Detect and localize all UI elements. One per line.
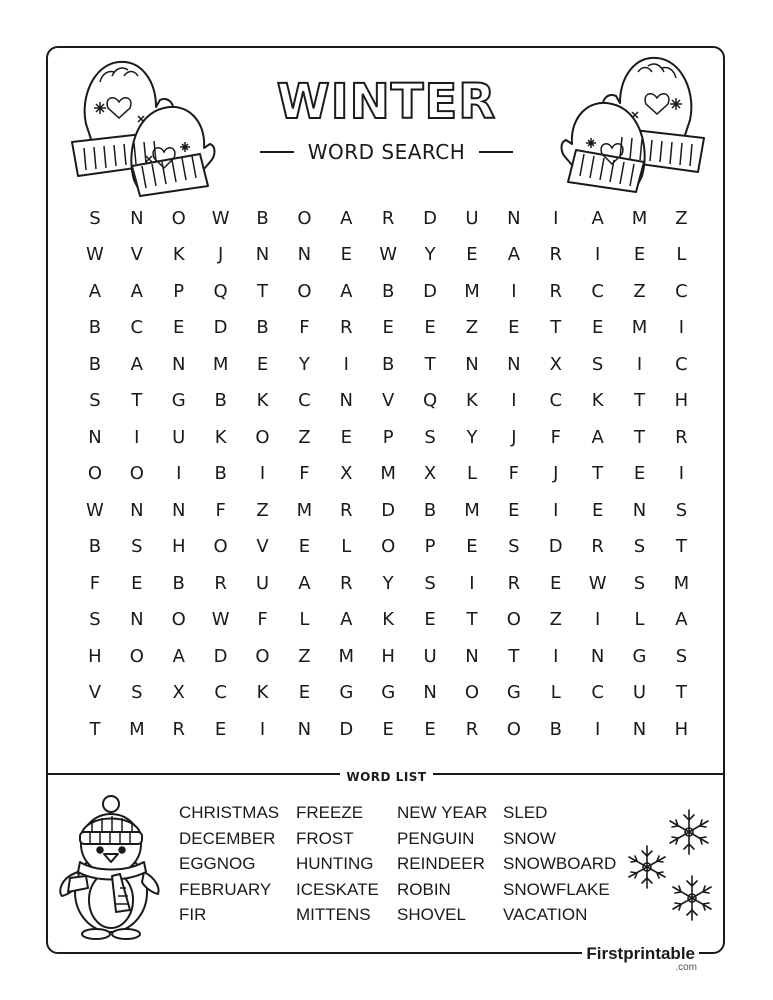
grid-letter: L <box>550 682 561 704</box>
grid-letter: E <box>340 244 352 266</box>
grid-letter: S <box>424 426 436 448</box>
word-list-item: SHOVEL <box>397 905 466 924</box>
grid-letter: N <box>255 244 270 266</box>
grid-letter: A <box>298 572 311 594</box>
grid-letter: Q <box>213 280 228 302</box>
grid-row <box>74 529 702 566</box>
grid-letter: R <box>549 244 562 266</box>
grid-letter: O <box>171 207 186 229</box>
grid-row <box>74 675 702 712</box>
grid-letter: I <box>553 645 559 667</box>
grid-letter: B <box>256 317 269 339</box>
word-list-item: VACATION <box>503 905 588 924</box>
grid-letter: O <box>87 463 103 485</box>
grid-letter: O <box>129 463 144 485</box>
grid-letter: T <box>634 390 646 412</box>
subtitle-rule-right <box>479 151 513 153</box>
grid-letter: D <box>213 317 228 339</box>
grid-letter: M <box>464 280 480 302</box>
grid-letter: N <box>423 682 437 704</box>
grid-letter: Q <box>422 390 438 412</box>
grid-letter: E <box>256 353 269 375</box>
grid-letter: C <box>130 317 144 339</box>
grid-letter: S <box>131 536 143 558</box>
grid-letter: O <box>381 536 396 558</box>
word-list-item: NEW YEAR <box>397 803 488 822</box>
word-list-label-wrap <box>0 766 773 785</box>
grid-letter: E <box>550 572 562 594</box>
grid-letter: N <box>171 353 186 375</box>
grid-letter: H <box>674 390 689 412</box>
grid-letter: I <box>636 353 643 375</box>
grid-letter: S <box>633 572 646 594</box>
grid-letter: A <box>340 609 353 631</box>
grid-letter: N <box>465 353 479 375</box>
brand-logo: Firstprintable <box>582 944 699 964</box>
grid-letter: S <box>508 536 520 558</box>
snowflake-icon <box>624 842 670 892</box>
grid-letter: D <box>548 536 563 558</box>
grid-letter: A <box>340 280 353 302</box>
grid-letter: E <box>424 718 436 740</box>
grid-letter: N <box>339 390 354 412</box>
grid-row <box>74 456 702 493</box>
grid-letter: V <box>256 536 269 558</box>
word-list-item: MITTENS <box>296 905 371 924</box>
grid-letter: K <box>382 609 395 631</box>
grid-letter: I <box>134 426 140 448</box>
grid-letter: R <box>675 426 688 448</box>
grid-letter: I <box>553 207 559 229</box>
grid-letter: H <box>674 718 689 740</box>
grid-letter: O <box>213 536 228 558</box>
grid-letter: E <box>214 718 227 740</box>
grid-letter: D <box>423 207 437 229</box>
grid-letter: I <box>176 463 182 485</box>
grid-letter: M <box>464 499 480 521</box>
grid-letter: F <box>257 609 268 631</box>
grid-letter: B <box>214 463 227 485</box>
grid-letter: B <box>549 718 562 740</box>
grid-letter: P <box>382 426 394 448</box>
grid-letter: B <box>214 390 227 412</box>
grid-letter: W <box>211 609 230 631</box>
grid-letter: T <box>89 718 101 740</box>
word-list-item: HUNTING <box>296 854 374 873</box>
grid-letter: T <box>466 609 478 631</box>
grid-letter: E <box>508 317 520 339</box>
grid-letter: U <box>172 426 186 448</box>
grid-letter: M <box>212 353 229 375</box>
grid-letter: A <box>591 207 604 229</box>
grid-letter: B <box>88 317 102 339</box>
subtitle-rule-left <box>260 151 294 153</box>
grid-letter: Z <box>465 317 479 339</box>
grid-letter: K <box>172 244 185 266</box>
word-list-item: FIR <box>179 905 207 924</box>
word-list-item: FEBRUARY <box>179 879 272 899</box>
grid-letter: X <box>340 463 353 485</box>
grid-letter: T <box>675 682 687 704</box>
grid-letter: M <box>129 718 145 740</box>
grid-letter: L <box>676 244 687 266</box>
grid-letter: G <box>506 682 521 704</box>
grid-letter: R <box>549 280 562 302</box>
grid-letter: F <box>550 426 561 448</box>
grid-letter: U <box>255 572 270 594</box>
grid-letter: T <box>257 280 268 302</box>
grid-letter: C <box>214 682 227 704</box>
grid-letter: R <box>465 718 479 740</box>
grid-letter: E <box>382 718 394 740</box>
grid-letter: I <box>678 317 685 339</box>
grid-letter: Y <box>298 353 310 375</box>
grid-letter: B <box>382 280 395 302</box>
subtitle-row <box>0 140 773 164</box>
grid-letter: I <box>469 572 475 594</box>
grid-letter: W <box>588 572 607 594</box>
grid-letter: N <box>130 499 144 521</box>
grid-letter: I <box>553 499 559 521</box>
grid-letter: I <box>594 609 601 631</box>
grid-letter: J <box>217 244 224 266</box>
brand-domain: .com <box>675 962 697 973</box>
grid-letter: L <box>634 609 645 631</box>
grid-letter: T <box>675 536 687 558</box>
grid-letter: D <box>381 499 396 521</box>
page-subtitle: WORD SEARCH <box>307 140 466 164</box>
grid-letter: R <box>214 572 227 594</box>
word-list-item: FROST <box>296 828 354 848</box>
grid-letter: O <box>171 609 186 631</box>
grid-letter: S <box>675 645 688 667</box>
grid-letter: W <box>86 244 104 266</box>
grid-letter: S <box>131 682 143 704</box>
grid-letter: V <box>382 390 395 412</box>
grid-letter: A <box>591 426 604 448</box>
grid-letter: S <box>89 609 101 631</box>
grid-letter: F <box>89 572 101 594</box>
grid-letter: N <box>507 353 521 375</box>
grid-letter: O <box>129 645 144 667</box>
grid-letter: T <box>634 426 646 448</box>
grid-letter: N <box>130 207 144 229</box>
grid-letter: Z <box>256 499 269 521</box>
grid-letter: E <box>298 536 311 558</box>
grid-letter: B <box>88 353 102 375</box>
grid-letter: Z <box>298 645 311 667</box>
grid-letter: L <box>466 463 477 485</box>
grid-letter: S <box>424 572 436 594</box>
grid-letter: N <box>130 609 144 631</box>
grid-letter: N <box>507 207 521 229</box>
grid-letter: M <box>338 645 355 667</box>
word-list-item: PENGUIN <box>397 828 475 848</box>
grid-letter: H <box>381 645 395 667</box>
grid-letter: D <box>213 645 228 667</box>
grid-letter: I <box>594 718 601 740</box>
grid-row <box>74 638 702 675</box>
word-list-item: SLED <box>503 803 548 822</box>
grid-letter: S <box>591 353 604 375</box>
grid-letter: T <box>592 463 604 485</box>
grid-letter: L <box>341 536 352 558</box>
grid-letter: A <box>130 280 143 302</box>
grid-letter: U <box>632 682 647 704</box>
grid-letter: O <box>255 426 270 448</box>
letter-grid <box>74 200 702 748</box>
grid-letter: N <box>171 499 186 521</box>
grid-letter: O <box>297 207 312 229</box>
grid-letter: A <box>507 244 521 266</box>
grid-letter: S <box>633 536 646 558</box>
grid-letter: E <box>382 317 394 339</box>
grid-letter: W <box>211 207 230 229</box>
grid-letter: J <box>553 463 559 485</box>
grid-letter: E <box>633 244 646 266</box>
word-list-label: WORD LIST <box>340 770 432 784</box>
grid-letter: D <box>339 718 354 740</box>
grid-letter: N <box>632 718 647 740</box>
word-list-item: SNOWBOARD <box>503 854 617 873</box>
grid-letter: M <box>380 463 396 485</box>
grid-letter: I <box>511 390 517 412</box>
grid-letter: F <box>299 317 310 339</box>
grid-letter: O <box>297 280 312 302</box>
grid-letter: R <box>340 317 353 339</box>
grid-letter: M <box>631 317 648 339</box>
grid-letter: K <box>256 682 269 704</box>
grid-letter: W <box>86 499 104 521</box>
grid-letter: R <box>172 718 185 740</box>
grid-letter: E <box>466 536 478 558</box>
grid-letter: F <box>215 499 226 521</box>
grid-letter: S <box>89 207 101 229</box>
grid-letter: C <box>298 390 311 412</box>
grid-letter: E <box>298 682 311 704</box>
grid-letter: O <box>464 682 480 704</box>
grid-letter: I <box>511 280 517 302</box>
grid-row <box>74 346 702 383</box>
grid-letter: A <box>675 609 688 631</box>
grid-letter: V <box>130 244 143 266</box>
grid-letter: R <box>340 499 353 521</box>
grid-letter: L <box>299 609 310 631</box>
grid-letter: E <box>633 463 646 485</box>
grid-row <box>74 419 702 456</box>
grid-letter: S <box>89 390 101 412</box>
grid-letter: W <box>379 244 398 266</box>
grid-letter: G <box>339 682 354 704</box>
grid-letter: M <box>673 572 690 594</box>
grid-row <box>74 273 702 310</box>
grid-letter: Y <box>424 244 436 266</box>
grid-letter: H <box>171 536 186 558</box>
grid-letter: F <box>508 463 520 485</box>
word-list-item: SNOW <box>503 828 556 848</box>
grid-row <box>74 711 702 748</box>
grid-row <box>74 602 702 639</box>
grid-letter: E <box>508 499 520 521</box>
grid-letter: B <box>423 499 437 521</box>
grid-letter: E <box>591 317 604 339</box>
grid-letter: N <box>297 244 312 266</box>
word-list-item: ICESKATE <box>296 879 379 899</box>
grid-letter: R <box>340 572 353 594</box>
word-list-item: REINDEER <box>397 854 485 873</box>
grid-letter: Y <box>382 572 394 594</box>
word-list-item: DECEMBER <box>179 828 276 848</box>
grid-letter: T <box>424 353 436 375</box>
grid-letter: I <box>259 463 266 485</box>
grid-letter: G <box>171 390 186 412</box>
grid-letter: M <box>631 207 648 229</box>
grid-letter: I <box>259 718 266 740</box>
grid-letter: B <box>88 536 102 558</box>
grid-letter: E <box>424 609 436 631</box>
grid-row <box>74 200 702 237</box>
page-title: WINTER <box>276 74 497 130</box>
grid-letter: Z <box>633 280 646 302</box>
grid-letter: A <box>172 645 185 667</box>
grid-letter: E <box>591 499 604 521</box>
grid-letter: B <box>382 353 395 375</box>
grid-letter: S <box>675 499 688 521</box>
grid-letter: O <box>506 609 521 631</box>
grid-letter: N <box>632 499 647 521</box>
grid-letter: K <box>214 426 227 448</box>
grid-letter: I <box>594 244 601 266</box>
grid-letter: D <box>423 280 437 302</box>
grid-letter: Y <box>466 426 478 448</box>
grid-letter: E <box>424 317 436 339</box>
grid-letter: M <box>296 499 313 521</box>
grid-letter: A <box>340 207 353 229</box>
grid-letter: K <box>466 390 478 412</box>
grid-letter: J <box>511 426 517 448</box>
word-column-2 <box>296 800 379 928</box>
grid-row <box>74 237 702 274</box>
word-column-3 <box>397 800 487 928</box>
grid-letter: K <box>256 390 269 412</box>
grid-row <box>74 383 702 420</box>
grid-letter: H <box>88 645 102 667</box>
grid-letter: G <box>381 682 396 704</box>
grid-letter: Z <box>549 609 562 631</box>
word-column-1 <box>179 800 279 928</box>
snowflake-icon <box>666 806 712 858</box>
grid-letter: C <box>591 280 604 302</box>
grid-letter: N <box>465 645 479 667</box>
grid-letter: F <box>299 463 310 485</box>
grid-letter: E <box>173 317 185 339</box>
grid-letter: I <box>343 353 349 375</box>
grid-letter: T <box>508 645 520 667</box>
grid-letter: O <box>506 718 521 740</box>
grid-letter: B <box>172 572 185 594</box>
grid-letter: C <box>549 390 563 412</box>
word-list-item: CHRISTMAS <box>179 803 280 822</box>
grid-letter: E <box>466 244 478 266</box>
word-column-4 <box>503 800 616 928</box>
grid-letter: P <box>424 536 436 558</box>
grid-letter: E <box>340 426 352 448</box>
grid-letter: O <box>255 645 270 667</box>
grid-row <box>74 310 702 347</box>
grid-letter: U <box>465 207 479 229</box>
grid-row <box>74 492 702 529</box>
grid-letter: E <box>131 572 143 594</box>
grid-letter: N <box>590 645 605 667</box>
grid-letter: X <box>549 353 562 375</box>
grid-letter: N <box>88 426 102 448</box>
word-list-item: EGGNOG <box>179 854 256 873</box>
grid-letter: Z <box>298 426 311 448</box>
word-list-item: FREEZE <box>296 803 364 822</box>
grid-letter: C <box>591 682 604 704</box>
grid-letter: A <box>88 280 102 302</box>
grid-letter: X <box>172 682 185 704</box>
grid-letter: T <box>550 317 562 339</box>
grid-letter: X <box>423 463 437 485</box>
grid-letter: R <box>381 207 395 229</box>
grid-letter: R <box>507 572 521 594</box>
word-list-item: SNOWFLAKE <box>503 879 610 899</box>
grid-letter: C <box>675 280 688 302</box>
grid-letter: R <box>591 536 604 558</box>
grid-letter: G <box>632 645 647 667</box>
grid-letter: N <box>297 718 312 740</box>
grid-letter: K <box>591 390 604 412</box>
snowflake-icon <box>668 872 716 924</box>
grid-letter: P <box>173 280 185 302</box>
grid-row <box>74 565 702 602</box>
grid-letter: U <box>423 645 437 667</box>
penguin-icon <box>56 792 166 942</box>
grid-letter: C <box>675 353 688 375</box>
grid-letter: B <box>256 207 269 229</box>
grid-letter: I <box>678 463 685 485</box>
grid-letter: V <box>88 682 102 704</box>
grid-letter: A <box>130 353 143 375</box>
grid-letter: T <box>131 390 143 412</box>
grid-letter: Z <box>675 207 688 229</box>
word-list-item: ROBIN <box>397 879 451 899</box>
